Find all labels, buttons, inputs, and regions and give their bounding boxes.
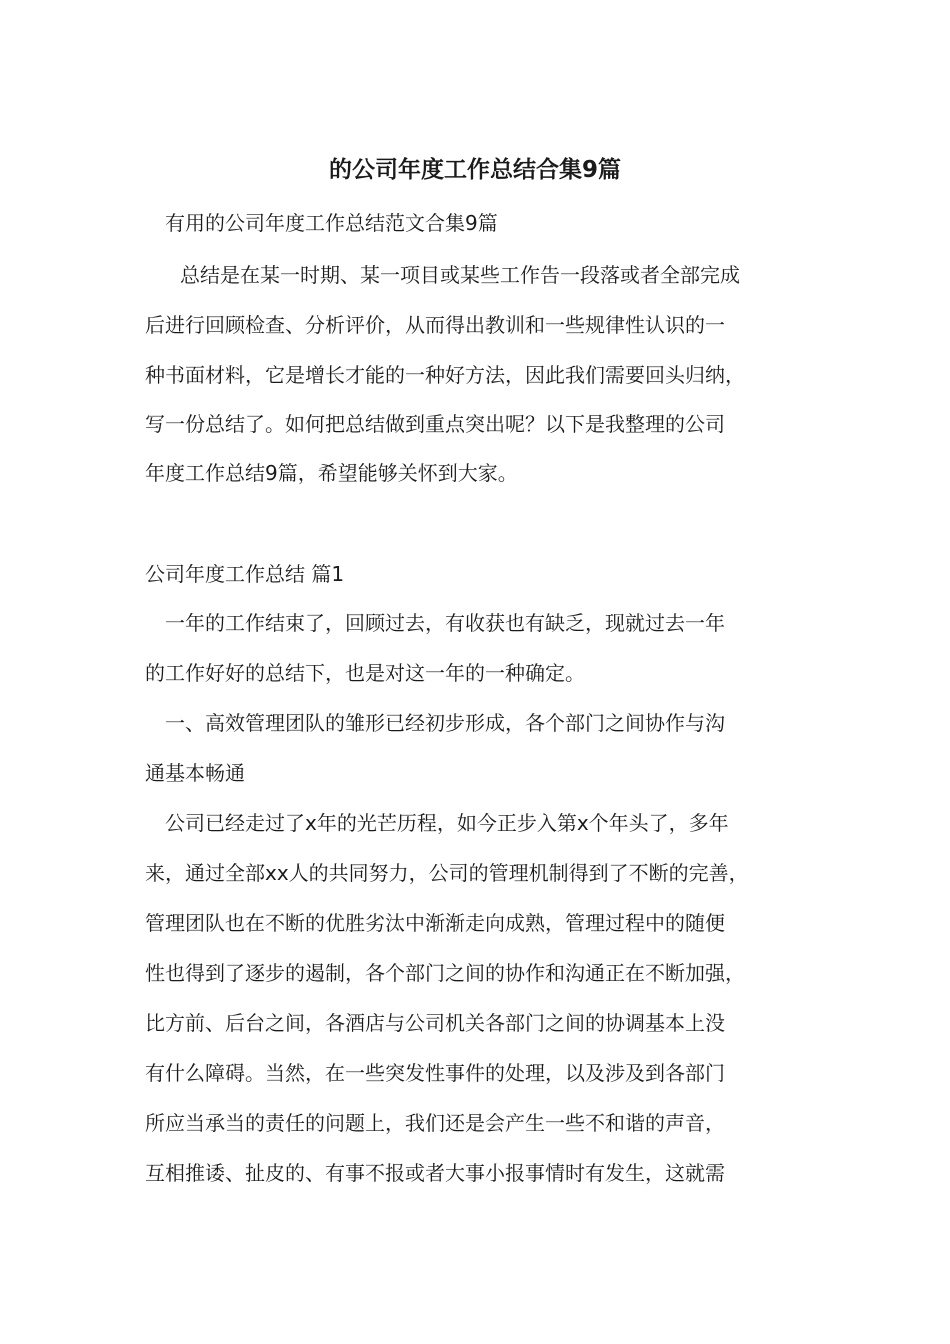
point-heading-line: 通基本畅通	[145, 761, 245, 785]
paragraph-line: 来，通过全部xx人的共同努力，公司的管理机制得到了不断的完善，	[145, 861, 749, 885]
point-heading-line: 一、高效管理团队的雏形已经初步形成，各个部门之间协作与沟	[165, 711, 725, 735]
document-subtitle: 有用的公司年度工作总结范文合集9篇	[165, 211, 498, 235]
intro-line: 后进行回顾检查、分析评价，从而得出教训和一些规律性认识的一	[145, 313, 725, 337]
intro-line: 年度工作总结9篇，希望能够关怀到大家。	[145, 461, 518, 485]
section-heading: 公司年度工作总结 篇1	[145, 562, 345, 586]
paragraph-line: 所应当承当的责任的问题上，我们还是会产生一些不和谐的声音，	[145, 1111, 725, 1135]
paragraph-line: 互相推诿、扯皮的、有事不报或者大事小报事情时有发生，这就需	[145, 1161, 725, 1185]
intro-line: 总结是在某一时期、某一项目或某些工作告一段落或者全部完成	[180, 263, 740, 287]
paragraph-line: 有什么障碍。当然，在一些突发性事件的处理，以及涉及到各部门	[145, 1061, 725, 1085]
paragraph-line: 的工作好好的总结下，也是对这一年的一种确定。	[145, 661, 585, 685]
intro-line: 种书面材料，它是增长才能的一种好方法，因此我们需要回头归纳，	[145, 363, 745, 387]
intro-line: 写一份总结了。如何把总结做到重点突出呢？以下是我整理的公司	[145, 412, 725, 436]
document-title: 的公司年度工作总结合集9篇	[328, 157, 621, 183]
paragraph-line: 比方前、后台之间，各酒店与公司机关各部门之间的协调基本上没	[145, 1011, 725, 1035]
paragraph-line: 一年的工作结束了，回顾过去，有收获也有缺乏，现就过去一年	[165, 611, 725, 635]
paragraph-line: 性也得到了逐步的遏制，各个部门之间的协作和沟通正在不断加强，	[145, 961, 745, 985]
paragraph-line: 管理团队也在不断的优胜劣汰中渐渐走向成熟，管理过程中的随便	[145, 911, 725, 935]
paragraph-line: 公司已经走过了x年的光芒历程，如今正步入第x个年头了，多年	[165, 811, 729, 835]
